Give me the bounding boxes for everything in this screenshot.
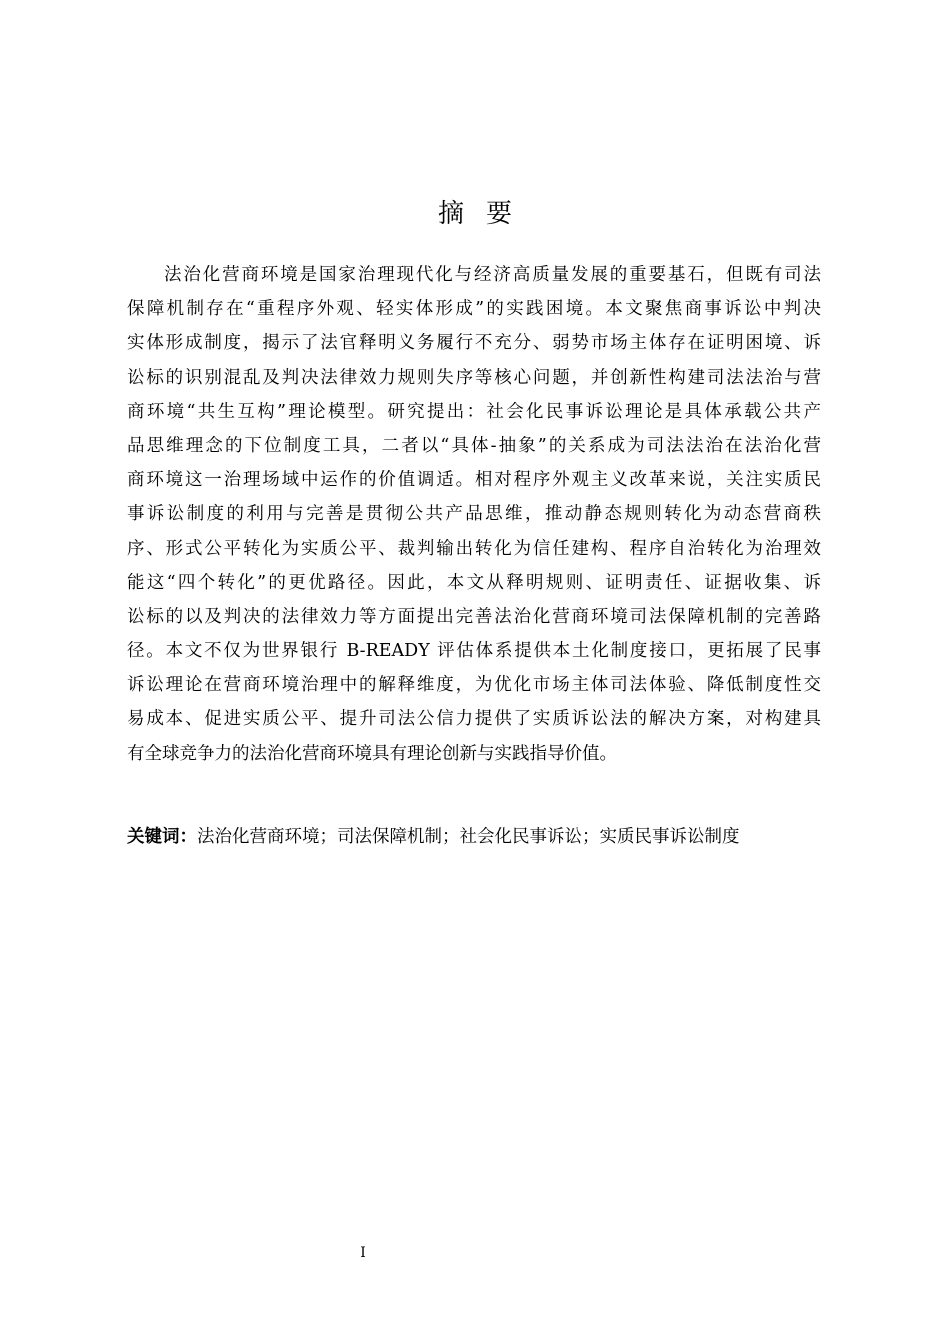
abstract-line: 讼标的识别混乱及判决法律效力规则失序等核心问题，并创新性构建司法法治与营 [127, 367, 821, 388]
abstract-body [127, 258, 821, 771]
abstract-line: 有全球竞争力的法治化营商环境具有理论创新与实践指导价值。 [127, 743, 617, 764]
abstract-line: 讼标的以及判决的法律效力等方面提出完善法治化营商环境司法保障机制的完善路 [127, 606, 821, 627]
abstract-line: 商环境“共生互构”理论模型。研究提出：社会化民事诉讼理论是具体承载公共产 [127, 401, 821, 422]
abstract-line: 诉讼理论在营商环境治理中的解释维度，为优化市场主体司法体验、降低制度性交 [127, 675, 821, 696]
abstract-title: 摘要 [437, 199, 534, 229]
keywords-label: 关键词： [127, 827, 197, 847]
page-number: I [360, 1245, 366, 1261]
abstract-line: 事诉讼制度的利用与完善是贯彻公共产品思维，推动静态规则转化为动态营商秩 [127, 504, 821, 525]
abstract-line: 径。本文不仅为世界银行 B-READY 评估体系提供本土化制度接口，更拓展了民事 [127, 641, 821, 662]
abstract-line: 商环境这一治理场域中运作的价值调适。相对程序外观主义改革来说，关注实质民 [127, 470, 821, 491]
keywords-line [127, 822, 821, 852]
abstract-line: 易成本、促进实质公平、提升司法公信力提供了实质诉讼法的解决方案，对构建具 [127, 709, 821, 730]
abstract-line: 品思维理念的下位制度工具，二者以“具体-抽象”的关系成为司法法治在法治化营 [127, 435, 821, 456]
keywords-text: 法治化营商环境；司法保障机制；社会化民事诉讼；实质民事诉讼制度 [197, 827, 740, 847]
abstract-line: 实体形成制度，揭示了法官释明义务履行不充分、弱势市场主体存在证明困境、诉 [127, 333, 821, 354]
abstract-line: 保障机制存在“重程序外观、轻实体形成”的实践困境。本文聚焦商事诉讼中判决 [127, 299, 821, 320]
abstract-line: 序、形式公平转化为实质公平、裁判输出转化为信任建构、程序自治转化为治理效 [127, 538, 821, 559]
abstract-line: 能这“四个转化”的更优路径。因此，本文从释明规则、证明责任、证据收集、诉 [127, 572, 821, 593]
abstract-line: 法治化营商环境是国家治理现代化与经济高质量发展的重要基石，但既有司法 [164, 265, 821, 285]
